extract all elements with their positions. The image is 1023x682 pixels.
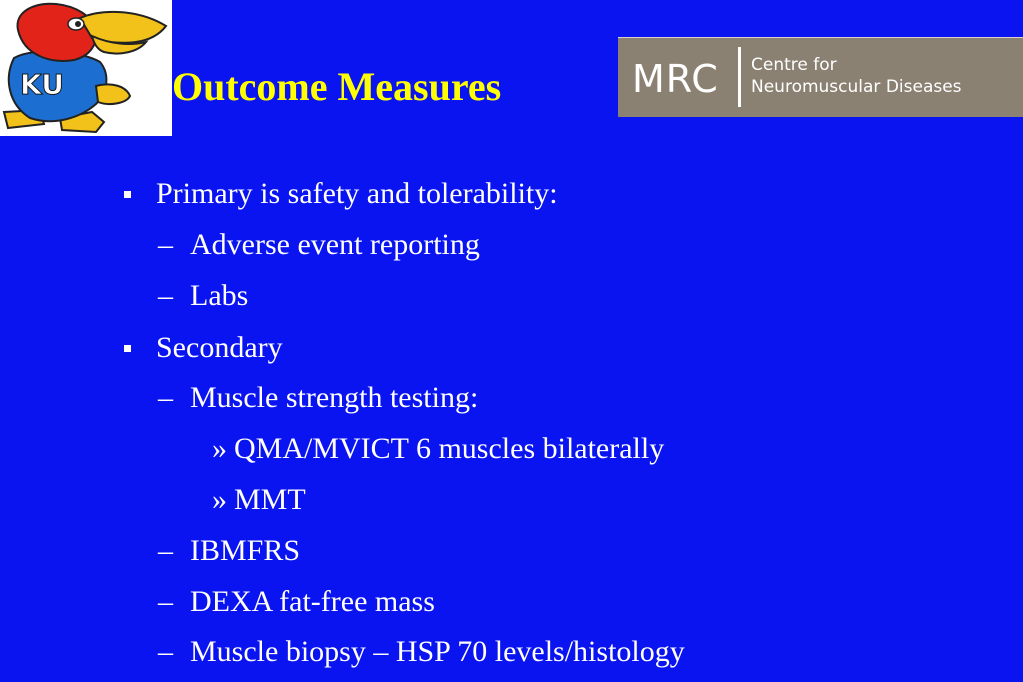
bullet-item: Primary is safety and tolerability: (156, 177, 558, 210)
bullet-item (158, 227, 480, 263)
dash-marker: – (158, 585, 173, 618)
bullet-text: Muscle biopsy – HSP 70 levels/histology (190, 635, 685, 668)
bullet-item (158, 634, 685, 670)
bullet-text: IBMFRS (190, 534, 301, 567)
ku-letters: KU (20, 68, 64, 101)
chevron-marker: » (212, 483, 227, 516)
dash-marker: – (158, 635, 173, 668)
dash-marker: – (158, 534, 173, 567)
mrc-abbrev: MRC (632, 57, 719, 101)
square-bullet-icon (124, 191, 131, 198)
bullet-item: Secondary (156, 331, 283, 364)
dash-marker: – (158, 279, 173, 312)
dash-marker: – (158, 228, 173, 261)
bullet-text: Adverse event reporting (190, 228, 480, 261)
bullet-text: DEXA fat-free mass (190, 585, 435, 618)
bullet-item (212, 431, 665, 467)
bullet-text: Muscle strength testing: (190, 381, 479, 414)
square-bullet-icon (124, 345, 131, 352)
chevron-marker: » (212, 432, 227, 465)
bullet-item (158, 380, 479, 416)
bullet-item (158, 584, 435, 620)
bullet-text: Labs (190, 279, 249, 312)
slide-title: Outcome Measures (172, 64, 502, 109)
bullet-item (212, 482, 306, 518)
bullet-item (158, 278, 249, 314)
bullet-item (158, 533, 301, 569)
bullet-text: QMA/MVICT 6 muscles bilaterally (234, 432, 665, 465)
mrc-line1: Centre for (751, 55, 837, 75)
bullet-text: MMT (234, 483, 306, 516)
mrc-line2: Neuromuscular Diseases (751, 77, 962, 97)
dash-marker: – (158, 381, 173, 414)
